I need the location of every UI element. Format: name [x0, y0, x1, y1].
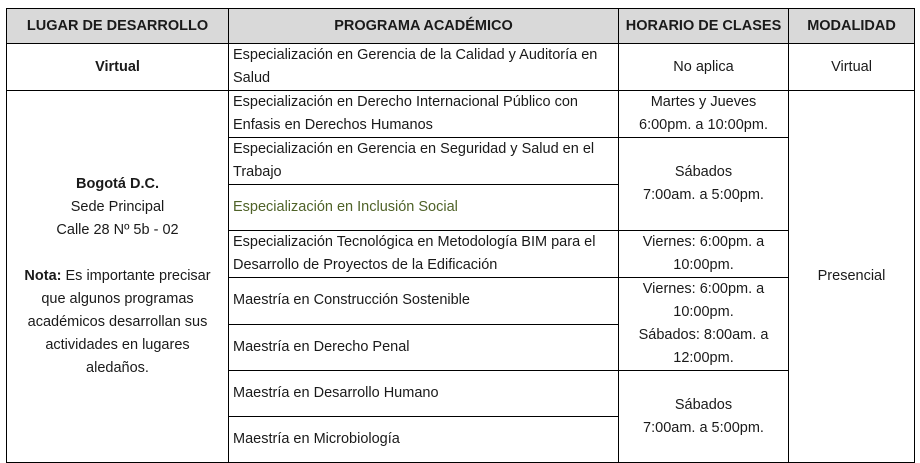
program-line: Salud — [233, 70, 271, 86]
schedule-line: 10:00pm. — [673, 304, 734, 320]
schedule-line: Martes y Jueves — [650, 94, 757, 110]
schedule-cell — [619, 278, 789, 371]
address: Calle 28 Nº 5b - 02 — [56, 222, 179, 238]
schedule-line: Sábados — [674, 164, 733, 180]
program-cell — [229, 91, 619, 138]
program-schedule-table — [6, 8, 915, 463]
program-cell: Maestría en Derecho Penal — [229, 324, 619, 371]
spacer — [11, 242, 224, 265]
header-modalidad: MODALIDAD — [789, 9, 915, 44]
modalidad-virtual: Virtual — [789, 44, 915, 91]
program-cell: Maestría en Microbiología — [229, 417, 619, 463]
table-row — [7, 44, 915, 91]
nota-line: aledaños. — [86, 360, 149, 376]
schedule-cell — [619, 91, 789, 138]
program-cell: Maestría en Desarrollo Humano — [229, 371, 619, 417]
table-row — [7, 91, 915, 138]
header-row — [7, 9, 915, 44]
program-line: Especialización en Gerencia en Seguridad y Salud en el — [233, 141, 595, 157]
nota-text: Es importante precisar — [61, 268, 211, 284]
lugar-bogota — [7, 91, 229, 463]
program-cell — [229, 231, 619, 278]
nota-line: académicos desarrollan sus — [27, 314, 208, 330]
schedule-cell — [619, 371, 789, 463]
program-line: Enfasis en Derechos Humanos — [233, 117, 433, 133]
program-line: Desarrollo de Proyectos de la Edificación — [233, 257, 498, 273]
program-line: Especialización en Derecho Internacional Público con — [233, 94, 578, 110]
lugar-virtual: Virtual — [7, 44, 229, 91]
sede-name: Sede Principal — [70, 199, 165, 215]
schedule-line: 10:00pm. — [673, 257, 734, 273]
nota-line: que algunos programas — [41, 291, 194, 307]
program-cell — [229, 44, 619, 91]
program-line: Especialización Tecnológica en Metodología BIM para el — [233, 234, 596, 250]
schedule-line: 7:00am. a 5:00pm. — [643, 187, 764, 203]
city-name: Bogotá D.C. — [76, 176, 159, 192]
schedule-line: 6:00pm. a 10:00pm. — [639, 117, 768, 133]
schedule-line: 12:00pm. — [673, 350, 734, 366]
program-line: Trabajo — [233, 164, 282, 180]
header-lugar: LUGAR DE DESARROLLO — [7, 9, 229, 44]
schedule-cell: No aplica — [619, 44, 789, 91]
nota-label: Nota: — [24, 268, 62, 284]
modalidad-presencial: Presencial — [789, 91, 915, 463]
program-cell: Maestría en Construcción Sostenible — [229, 278, 619, 325]
nota-line — [11, 265, 224, 288]
program-line: Especialización en Gerencia de la Calidad y Auditoría en — [233, 47, 598, 63]
schedule-line: Sábados: 8:00am. a — [638, 327, 769, 343]
program-cell — [229, 138, 619, 185]
schedule-line: 7:00am. a 5:00pm. — [643, 419, 764, 436]
schedule-cell — [619, 138, 789, 231]
schedule-cell — [619, 231, 789, 278]
schedule-line: Sábados — [674, 396, 733, 413]
nota-line: actividades en lugares — [45, 337, 190, 353]
program-cell: Especialización en Inclusión Social — [229, 185, 619, 231]
header-programa: PROGRAMA ACADÉMICO — [229, 9, 619, 44]
schedule-line: Viernes: 6:00pm. a — [642, 234, 765, 250]
schedule-line: Viernes: 6:00pm. a — [642, 281, 765, 297]
header-horario: HORARIO DE CLASES — [619, 9, 789, 44]
